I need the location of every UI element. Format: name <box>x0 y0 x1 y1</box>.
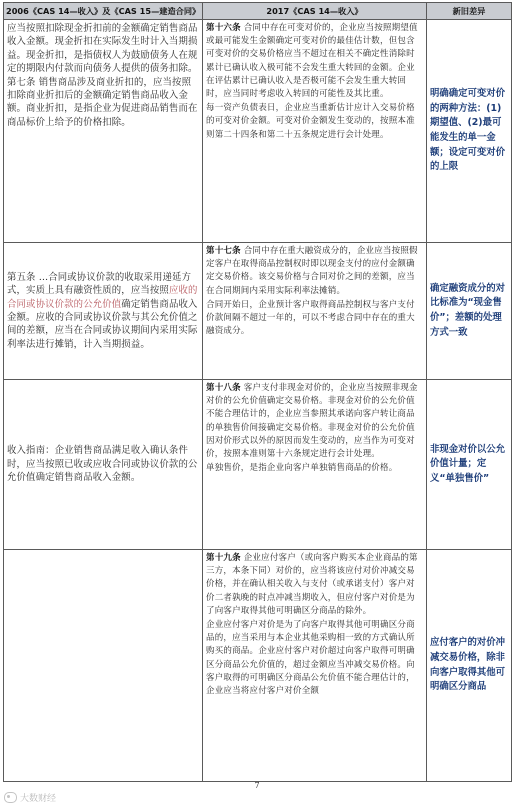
difference-cell <box>427 243 512 380</box>
page-number: 7 <box>254 781 260 790</box>
difference-text: 应付客户的对价冲减交易价格，除非向客户取得其他可明确区分商品 <box>430 637 506 693</box>
new-paragraph <box>206 382 423 461</box>
watermark <box>4 791 56 804</box>
article-number: 第十九条 <box>206 553 241 563</box>
article-number: 第十八条 <box>206 383 241 393</box>
header-new-standard: 2017《CAS 14—收入》 <box>203 3 427 20</box>
document-page <box>3 2 511 782</box>
old-paragraph: 应当按照扣除现金折扣前的金额确定销售商品收入金额。现金折扣在实际发生时计入当期损益。现金折扣，是指债权人为鼓励债务人在规定的期限内付款而向债务人提供的债务扣除。 <box>7 23 198 75</box>
header-old-standard: 2006《CAS 14—收入》及《CAS 15—建造合同》 <box>4 3 203 20</box>
new-paragraph <box>206 22 423 101</box>
old-standard-cell <box>4 243 203 380</box>
article-text: 合同中存在重大融资成分的，企业应当按照假定客户在取得商品控制权时即以现金支付的应付金额确定交易价格。该交易价格与合同对价之间的差额，应当在合同期间内采用实际利率法摊销。 <box>206 246 418 296</box>
table-row <box>4 243 512 380</box>
difference-text: 非现金对价以公允价值计量；定义“单独售价” <box>430 443 506 484</box>
old-paragraph: 第七条 销售商品涉及商业折扣的，应当按照扣除商业折扣后的金额确定销售商品收入金额。商业折扣，是指企业为促进商品销售而在商品标价上给予的价格扣除。 <box>7 76 198 128</box>
table-header-row <box>4 3 512 20</box>
difference-text: 确定融资成分的对比标准为“现金售价”；差额的处理方式一致 <box>430 282 506 338</box>
new-paragraph: 企业应付客户对价是为了向客户取得其他可明确区分商品的，应当采用与本企业其他采购相一致的方式确认所购买的商品。企业应付客户对价超过向客户取得可明确区分商品公允价值的，超过金额应当冲减交易价格。向客户取得的可明确区分商品公允价值不能合理估计的，企业应当将应付客户对价全额 <box>206 620 415 697</box>
new-standard-cell <box>203 20 427 243</box>
article-text: 企业应付客户（或向客户购买本企业商品的第三方，本条下同）对价的，应当将该应付对价冲减交易价格，并在确认相关收入与支付（或承诺支付）客户对价二者孰晚的时点冲减当期收入，但应付客户对价是为了向客户取得其他可明确区分商品的除外。 <box>206 553 418 616</box>
old-paragraph <box>7 271 199 351</box>
header-differences: 新旧差异 <box>427 3 512 20</box>
article-text: 客户支付非现金对价的，企业应当按照非现金对价的公允价值确定交易价格。非现金对价的公允价值不能合理估计的，企业应当参照其承诺向客户转让商品的单独售价间接确定交易价格。非现金对价的公允价值因对价形式以外的原因而发生变动的，应当作为可变对价，按照本准则第十六条规定进行会计处理。 <box>206 383 418 460</box>
new-paragraph <box>206 245 423 298</box>
old-paragraph: 收入指南：企业销售商品满足收入确认条件时，应当按照已收或应收合同或协议价款的公允价值确定销售商品收入金额。 <box>7 445 198 484</box>
new-standard-cell <box>203 550 427 782</box>
old-standard-cell <box>4 550 203 782</box>
table-row <box>4 550 512 782</box>
new-standard-cell <box>203 243 427 380</box>
new-paragraph: 合同开始日，企业预计客户取得商品控制权与客户支付价款间隔不超过一年的，可以不考虑合同中存在的重大融资成分。 <box>206 299 415 337</box>
difference-cell <box>427 380 512 550</box>
table-row <box>4 380 512 550</box>
old-standard-cell <box>4 20 203 243</box>
comparison-table <box>3 2 512 782</box>
new-standard-cell <box>203 380 427 550</box>
article-number: 第十六条 <box>206 23 241 33</box>
table-row <box>4 20 512 243</box>
difference-cell <box>427 550 512 782</box>
old-text: 第五条 …合同或协议价款的收取采用递延方式，实质上具有融资性质的，应当按照 <box>7 271 192 297</box>
new-paragraph: 单独售价，是指企业向客户单独销售商品的价格。 <box>206 463 398 474</box>
watermark-text: 大数财经 <box>20 794 57 804</box>
article-text: 合同中存在可变对价的，企业应当按照期望值或最可能发生金额确定可变对价的最佳估计数，但包含可变对价的交易价格应当不超过在相关不确定性消除时累计已确认收入极可能不会发生重大转回的金额。企业在评估累计已确认收入是否极可能不会发生重大转回时，应当同时考虑收入转回的可能性及其比重。 <box>206 23 418 100</box>
new-paragraph: 每一资产负债表日，企业应当重新估计应计入交易价格的可变对价金额。可变对价金额发生变动的，按照本准则第二十四条和第二十五条规定进行会计处理。 <box>206 103 415 140</box>
old-text: 确定销售商品收入金额。应收的合同或协议价款与其公允价值之间的差额，应当在合同或协议期间内采用实际利率法进行摊销，计入当期损益。 <box>7 298 198 350</box>
difference-cell <box>427 20 512 243</box>
highlighted-text: 应收的合同或协议价款的公允价值 <box>7 285 198 310</box>
old-standard-cell <box>4 380 203 550</box>
new-paragraph <box>206 552 423 618</box>
difference-text: 明确确定可变对价的两种方法：(1)期望值、(2)最可能发生的单一金额；设定可变对价的上限 <box>430 88 506 173</box>
article-number: 第十七条 <box>206 246 241 256</box>
watermark-logo-icon <box>4 792 17 803</box>
